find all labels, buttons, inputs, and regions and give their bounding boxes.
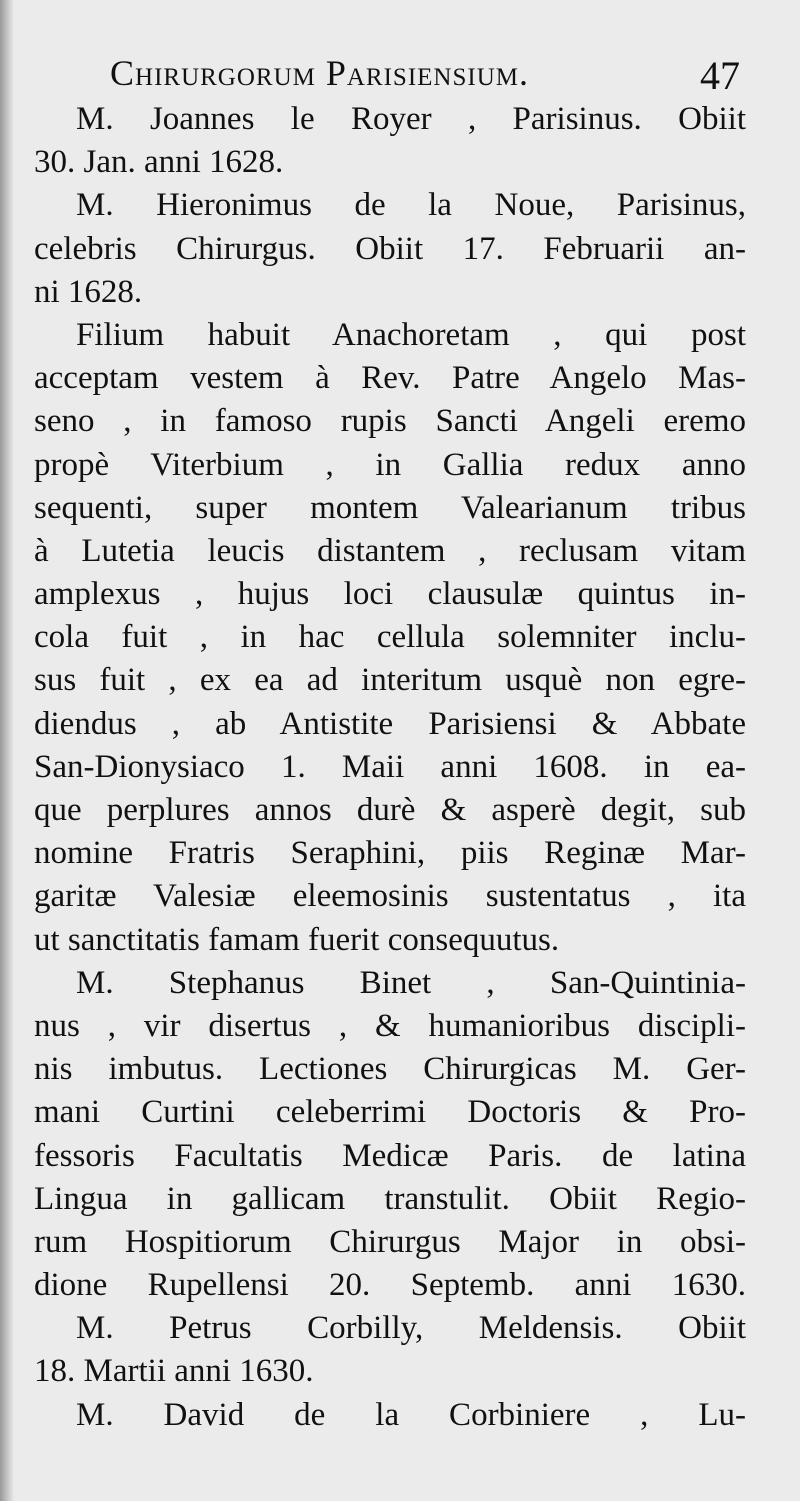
text-line: que perplures annos durè & asperè degit, sub [34,792,746,828]
page-number: 47 [700,53,740,98]
text-line: dione Rupellensi 20. Septemb. anni 1630. [34,1267,746,1304]
text-line: fessoris Facultatis Medicæ Paris. de latina [34,1137,746,1174]
text-line: ut sanctitatis famam fuerit consequutus. [34,921,560,958]
text-line: 18. Martii anni 1630. [34,1353,314,1390]
text-line: sequenti, super montem Valearianum tribus [34,489,746,526]
text-line: propè Viterbium , in Gallia redux anno [34,446,746,483]
text-line: M. Hieronimus de la Noue, Parisinus, [76,187,746,224]
text-line: rum Hospitiorum Chirurgus Major in obsi- [34,1223,746,1260]
text-line: nis imbutus. Lectiones Chirurgicas M. Ger- [34,1051,746,1088]
body-text [34,98,746,1478]
text-line: amplexus , hujus loci clausulæ quintus in- [34,576,746,613]
text-line: diendus , ab Antistite Parisiensi & Abbate [34,705,746,742]
text-line: 30. Jan. anni 1628. [34,144,284,181]
text-line: seno , in famoso rupis Sancti Angeli eremo [34,403,746,440]
page-gutter-shadow [0,0,14,1501]
text-line: cola fuit , in hac cellula solemniter inclu- [34,619,746,656]
text-line: M. David de la Corbiniere , Lu- [76,1396,746,1433]
text-line: nomine Fratris Seraphini, piis Reginæ Mar- [34,835,746,872]
text-line: M. Joannes le Royer , Parisinus. Obiit [76,101,746,137]
text-line: à Lutetia leucis distantem , reclusam vitam [34,532,746,569]
text-line: sus fuit , ex ea ad interitum usquè non egre- [34,662,746,699]
text-line: celebris Chirurgus. Obiit 17. Februarii an- [34,230,746,267]
text-line: Lingua in gallicam transtulit. Obiit Regio- [34,1180,746,1217]
text-line: M. Petrus Corbilly, Meldensis. Obiit [76,1310,746,1347]
text-line: Filium habuit Anachoretam , qui post [76,316,746,353]
text-line: acceptam vestem à Rev. Patre Angelo Mas- [34,360,746,397]
text-line: ni 1628. [34,273,143,310]
running-title: Chirurgorum Parisiensium. [110,53,530,93]
text-line: San-Dionysiaco 1. Maii anni 1608. in ea- [34,748,746,785]
text-line: garitæ Valesiæ eleemosinis sustentatus , ita [34,878,746,915]
text-line: mani Curtini celeberrimi Doctoris & Pro- [34,1094,746,1131]
page-header [100,48,740,100]
text-line: M. Stephanus Binet , San-Quintinia- [76,964,746,1001]
text-line: nus , vir disertus , & humanioribus discipli- [34,1007,746,1044]
